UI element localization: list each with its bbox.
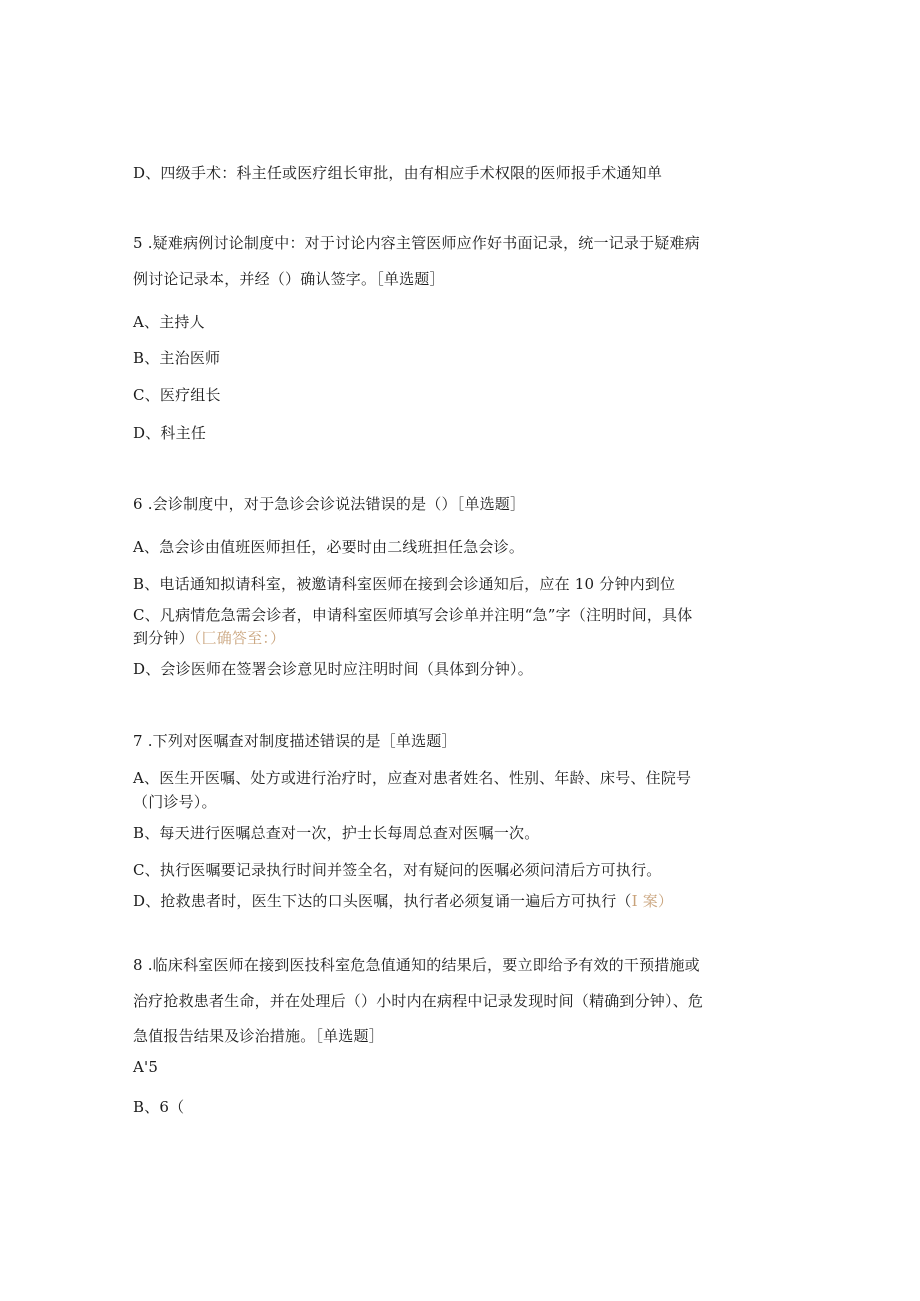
q5-stem-line-1: 5 .疑难病例讨论制度中：对于讨论内容主管医师应作好书面记录，统一记录于疑难病 xyxy=(133,234,700,252)
q6-stem: 6 .会诊制度中，对于急诊会诊说法错误的是（）［单选题］ xyxy=(133,495,526,513)
q7-option-d-text: D、抢救患者时，医生下达的口头医嘱，执行者必须复诵一遍后方可执行（ xyxy=(133,892,632,910)
q6-option-c-line-1: C、凡病情危急需会诊者，申请科室医师填写会诊单并注明“急”字（注明时间，具体 xyxy=(133,606,693,624)
q7-option-d xyxy=(133,891,783,911)
q7-stem: 7 .下列对医嘱查对制度描述错误的是［单选题］ xyxy=(133,732,457,750)
q7-option-b: B、每天进行医嘱总查对一次，护士长每周总查对医嘱一次。 xyxy=(133,824,540,842)
q8-option-b: B、6（ xyxy=(133,1098,185,1116)
q5-option-a: A、主持人 xyxy=(133,313,205,331)
q8-option-a: A'5 xyxy=(133,1058,159,1076)
q5-option-d: D、科主任 xyxy=(133,424,207,442)
q6-option-a: A、急会诊由值班医师担任，必要时由二线班担任急会诊。 xyxy=(133,538,525,556)
q6-option-d: D、会诊医师在签署会诊意见时应注明时间（具体到分钟）。 xyxy=(133,660,533,678)
q7-option-a-line-1: A、医生开医嘱、处方或进行治疗时，应查对患者姓名、性别、年龄、床号、住院号 xyxy=(133,769,692,787)
q6-option-b: B、电话通知拟请科室，被邀请科室医师在接到会诊通知后，应在 10 分钟内到位 xyxy=(133,575,676,593)
q8-stem-line-3: 急值报告结果及诊治措施。［单选题］ xyxy=(133,1027,384,1045)
prev-question-option-d: D、四级手术：科主任或医疗组长审批，由有相应手术权限的医师报手术通知单 xyxy=(133,164,663,182)
q5-option-b: B、主治医师 xyxy=(133,349,221,367)
q8-stem-line-1: 8 .临床科室医师在接到医技科室危急值通知的结果后，要立即给予有效的干预措施或 xyxy=(133,956,700,974)
q8-stem-line-2: 治疗抢救患者生命，并在处理后（）小时内在病程中记录发现时间（精确到分钟）、危 xyxy=(133,992,704,1010)
q6-answer-note: （匚确答至：） xyxy=(193,629,286,647)
q6-option-c-line-2-text: 到分钟） xyxy=(133,629,194,647)
q6-option-c-line-2 xyxy=(133,628,783,648)
q7-option-c: C、执行医嘱要记录执行时间并签全名，对有疑问的医嘱必须问清后方可执行。 xyxy=(133,861,662,879)
q5-stem-line-2: 例讨论记录本，并经（）确认签字。［单选题］ xyxy=(133,270,445,288)
q7-option-a-line-2: （门诊号）。 xyxy=(133,793,217,811)
q5-option-c: C、医疗组长 xyxy=(133,386,221,404)
q7-answer-note: I 案） xyxy=(631,892,674,910)
